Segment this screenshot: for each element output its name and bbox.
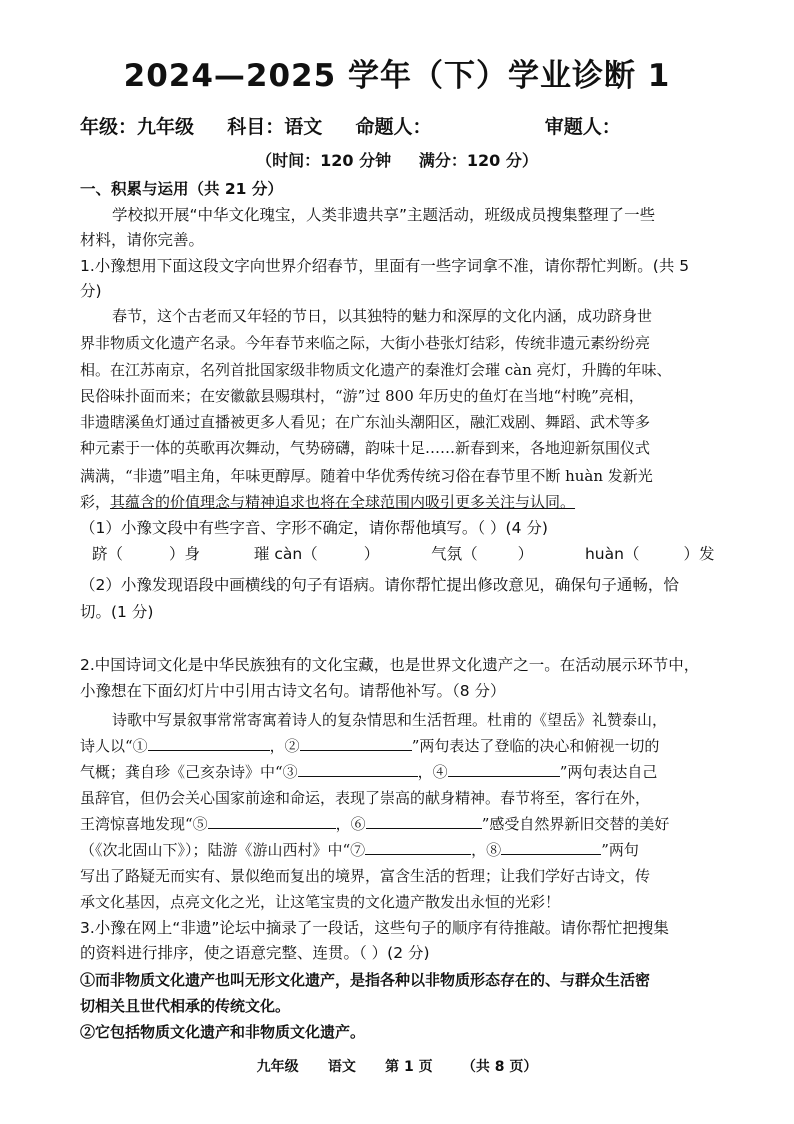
section1-heading: 一、积累与运用（共 21 分） [80,180,283,198]
q2-text: ，② [269,737,300,755]
blank-1[interactable] [148,734,270,751]
q2-text: 诗人以“① [80,737,148,755]
exam-title: 2024—2025 学年（下）学业诊断 1 [123,58,671,94]
q2-passage-line: 虽辞官，但仍会关心国家前途和命运，表现了崇高的献身精神。春节将至，客行在外， [80,789,651,807]
q2-passage-line: 承文化基因，点亮文化之光，让这笔宝贵的文化遗产散发出永恒的光彩！ [80,893,561,911]
subject-label: 科目：语文 [227,116,323,138]
q2-text: ”两句表达自己 [559,763,658,781]
q3-item-line: ①而非物质文化遗产也叫无形文化遗产，是指各种以非物质形态存在的、与群众生活密 [80,971,651,989]
q3-stem-line-1: 3.小豫在网上“非遗”论坛中摘录了一段话，这些句子的顺序有待推敲。请你帮忙把搜集 [80,919,669,937]
section1-intro-line-2: 材料，请你完善。 [80,231,205,249]
q1-passage-line: 春节，这个古老而又年轻的节日，以其独特的魅力和深厚的文化内涵，成功跻身世 [112,307,653,325]
q1-passage-line: 界非物质文化遗产名录。今年春节来临之际，大街小巷张灯结彩，传统非遗元素纷纷亮 [80,334,651,352]
section1-intro-line-1: 学校拟开展“中华文化瑰宝，人类非遗共享”主题活动，班级成员搜集整理了一些 [112,206,656,224]
q2-passage-line [80,734,659,759]
blank-label-ji: 跻（ [92,545,124,563]
time-score-info: （时间：120 分钟 满分：120 分） [256,151,538,170]
page-footer: 九年级 语文 第 1 页 （共 8 页） [256,1059,538,1075]
q1-sub1-stem: （1）小豫文段中有些字音、字形不确定，请你帮他填写。（ ）(4 分) [80,519,548,537]
q2-text: 王湾惊喜地发现“⑤ [80,815,208,833]
blank-2[interactable] [300,734,412,751]
blank-suffix: ） [363,545,380,563]
blank-label-fen: 气氛（ [431,545,478,563]
blank-4[interactable] [448,760,560,777]
q1-passage-last-line [80,490,575,515]
q3-item-line: 切相关且世代相承的传统文化。 [80,997,291,1015]
q1-passage-line: 种元素于一体的英歌再次舞动，气势磅礴，韵味十足……新春到来，各地迎新氛围仪式 [80,439,651,457]
q1-passage-line: 民俗味扑面而来；在安徽歙县赐琪村，“游”过 800 年历史的鱼灯在当地“村晚”亮相， [80,387,644,405]
blank-suffix: ） [517,545,534,563]
q3-stem-line-2: 的资料进行排序，使之语意完整、连贯。（ ）(2 分) [80,944,430,962]
blank-suffix: ）发 [683,545,715,563]
q2-passage-line [80,812,669,837]
blank-7[interactable] [365,838,471,855]
q2-text: ”两句 [601,841,639,859]
blank-label-can: 璀 càn（ [253,545,318,563]
q2-text: ”两句表达了登临的决心和俯视一切的 [411,737,660,755]
q1-passage-line: 非遗瞎溪鱼灯通过直播被更多人看见；在广东汕头潮阳区，融汇戏剧、舞蹈、武术等多 [80,413,651,431]
reviewer-label: 审题人： [544,116,621,138]
exam-meta-row [80,112,621,139]
q1-sub1-blank-row [92,542,714,567]
q2-passage-line [80,838,639,863]
q1-sub2-stem-line-1: （2）小豫发现语段中画横线的句子有语病。请你帮忙提出修改意见，确保句子通畅，恰 [80,576,679,594]
q2-text: （《次北固山下》）；陆游《游山西村》中“⑦ [80,841,366,859]
setter-label: 命题人： [355,116,432,138]
q2-text: 气概；龚自珍《己亥杂诗》中“③ [80,763,298,781]
q1-underlined-sentence: 其蕴含的价值理念与精神追求也将在全球范围内吸引更多关注与认同。 [110,493,576,511]
q1-passage-last-prefix: 彩， [80,493,111,511]
q2-text: ，⑥ [335,815,366,833]
q2-text: ”感受自然界新旧交替的美好 [481,815,670,833]
q2-text: ，⑧ [471,841,502,859]
q2-text: ，④ [417,763,448,781]
q2-stem-line-1: 2.中国诗词文化是中华民族独有的文化宝藏，也是世界文化遗产之一。在活动展示环节中， [80,656,700,674]
q3-item-line: ②它包括物质文化遗产和非物质文化遗产。 [80,1023,366,1041]
grade-label: 年级：九年级 [80,116,195,138]
blank-label-huan: huàn（ [584,545,640,563]
q1-passage-line: 满满，“非遗”唱主角，年味更醇厚。随着中华优秀传统习俗在春节里不断 huàn 发新光 [80,467,653,485]
q2-passage-line [80,760,657,785]
blank-3[interactable] [298,760,418,777]
q1-stem-line-1: 1.小豫想用下面这段文字向世界介绍春节，里面有一些字词拿不准，请你帮忙判断。(共 5 [80,257,690,275]
q1-stem-line-2: 分) [80,282,102,300]
blank-6[interactable] [366,812,482,829]
q1-sub2-stem-line-2: 切。(1 分) [80,603,154,621]
blank-5[interactable] [208,812,336,829]
q1-passage-line: 相。在江苏南京，名列首批国家级非物质文化遗产的秦淮灯会璀 càn 亮灯，升腾的年味、 [80,361,672,379]
q2-stem-line-2: 小豫想在下面幻灯片中引用古诗文名句。请帮他补写。（8 分） [80,682,506,700]
q2-passage-line: 诗歌中写景叙事常常寄寓着诗人的复杂情思和生活哲理。杜甫的《望岳》礼赞泰山， [112,711,668,729]
blank-suffix: ）身 [169,545,201,563]
blank-8[interactable] [501,838,601,855]
q2-passage-line: 写出了路疑无而实有、景似绝而复出的境界，富含生活的哲理；让我们学好古诗文，传 [80,867,651,885]
